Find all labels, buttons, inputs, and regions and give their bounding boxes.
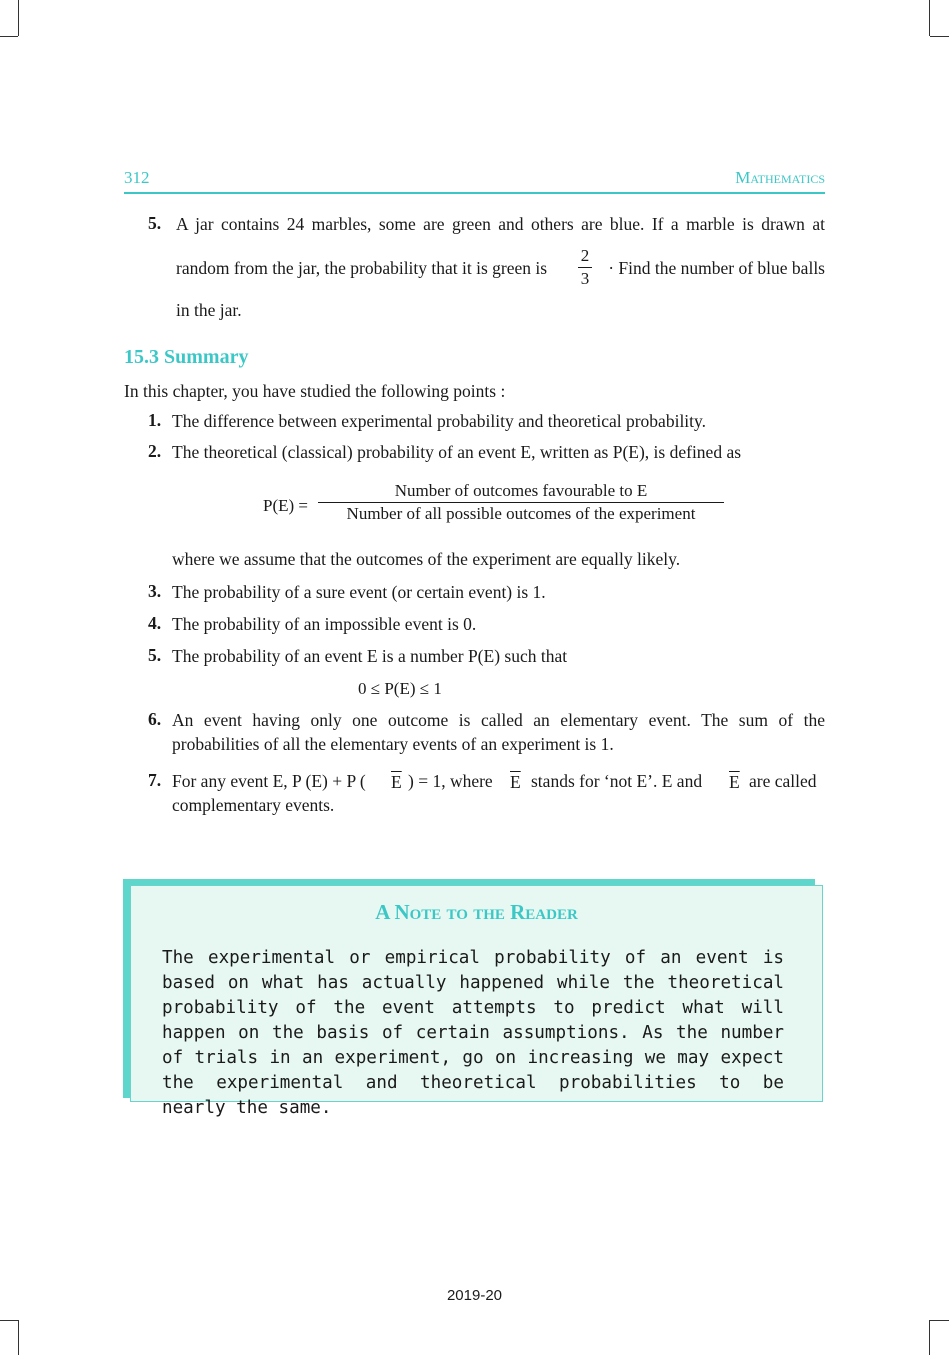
page-header: [124, 168, 825, 194]
summary-item-number: 6.: [148, 709, 162, 729]
summary-item-line-1d: are called: [749, 771, 817, 791]
crop-mark: [18, 0, 19, 36]
summary-item-line-2: probabilities of all the elementary events of an experiment is 1.: [172, 734, 614, 754]
exercise-line-2-start: random from the jar, the probability that it is green is: [176, 258, 548, 278]
running-head: Mathematics: [735, 168, 825, 187]
page-number: 312: [124, 168, 150, 187]
crop-mark: [929, 0, 930, 36]
e-bar: $\overline{E}$: [510, 772, 521, 792]
note-text: The experimental or empirical probability of an event is based on what has actually happened while the theoretical probability of the event attempts to predict what will happen on the basis of certain assumptions. As the number of trials in an experiment, go on increasing we may expect the experimental and theoretical probabilities to be nearly the same.: [162, 948, 784, 1118]
summary-item-line-2: complementary events.: [172, 795, 335, 815]
summary-item-text: The probability of an event E is a number P(E) such that: [172, 646, 568, 666]
note-title: A Note to the Reader: [375, 900, 578, 924]
formula-lhs: P(E) =: [263, 496, 308, 515]
exercise-fraction: [578, 246, 592, 289]
summary-item-number: 4.: [148, 613, 162, 633]
fraction-numerator: 2: [580, 246, 590, 265]
footer-year: 2019-20: [446, 1287, 503, 1304]
summary-item-number: 3.: [148, 581, 162, 601]
fraction-denominator: 3: [580, 269, 590, 288]
summary-item-line-1a: For any event E, P (E) + P (: [172, 771, 366, 791]
summary-item-text: The difference between experimental probability and theoretical probability.: [172, 411, 707, 431]
summary-item-number: 2.: [148, 441, 162, 461]
fraction-bar: [578, 267, 592, 268]
summary-item-text: The probability of an impossible event is 0.: [172, 614, 477, 634]
crop-mark: [930, 1320, 949, 1321]
summary-item-line-1: An event having only one outcome is called an elementary event. The sum of the: [172, 710, 825, 730]
crop-mark: [929, 1320, 930, 1355]
formula-bar: [318, 502, 724, 503]
summary-item-number: 1.: [148, 410, 162, 430]
formula-note: where we assume that the outcomes of the experiment are equally likely.: [172, 549, 681, 569]
exercise-line-3: in the jar.: [176, 300, 242, 320]
section-title: 15.3 Summary: [124, 346, 249, 368]
summary-item-number: 7.: [148, 770, 162, 790]
crop-mark: [18, 1320, 19, 1355]
formula-denominator: Number of all possible outcomes of the experiment: [346, 504, 696, 523]
exercise-line-2-end: · Find the number of blue balls: [608, 258, 825, 278]
formula-fraction: [318, 481, 724, 524]
e-bar: $\overline{E}$: [729, 772, 740, 792]
summary-intro: In this chapter, you have studied the following points :: [124, 381, 506, 401]
inequality: 0 ≤ P(E) ≤ 1: [358, 679, 442, 698]
formula-numerator: Number of outcomes favourable to E: [394, 481, 648, 500]
summary-item-text: The theoretical (classical) probability of an event E, written as P(E), is defined as: [172, 442, 742, 462]
e-bar: $\overline{E}$: [391, 772, 402, 792]
crop-mark: [0, 1320, 18, 1321]
summary-item-line-1c: stands for ‘not E’. E and: [531, 771, 703, 791]
exercise-number: 5.: [148, 213, 162, 233]
crop-mark: [0, 36, 18, 37]
summary-item-line-1b: ) = 1, where: [408, 771, 493, 791]
crop-mark: [930, 36, 949, 37]
summary-item-number: 5.: [148, 645, 162, 665]
summary-item-text: The probability of a sure event (or certain event) is 1.: [172, 582, 546, 602]
exercise-line-1: A jar contains 24 marbles, some are green and others are blue. If a marble is drawn at: [176, 214, 825, 234]
header-rule: [124, 192, 825, 194]
